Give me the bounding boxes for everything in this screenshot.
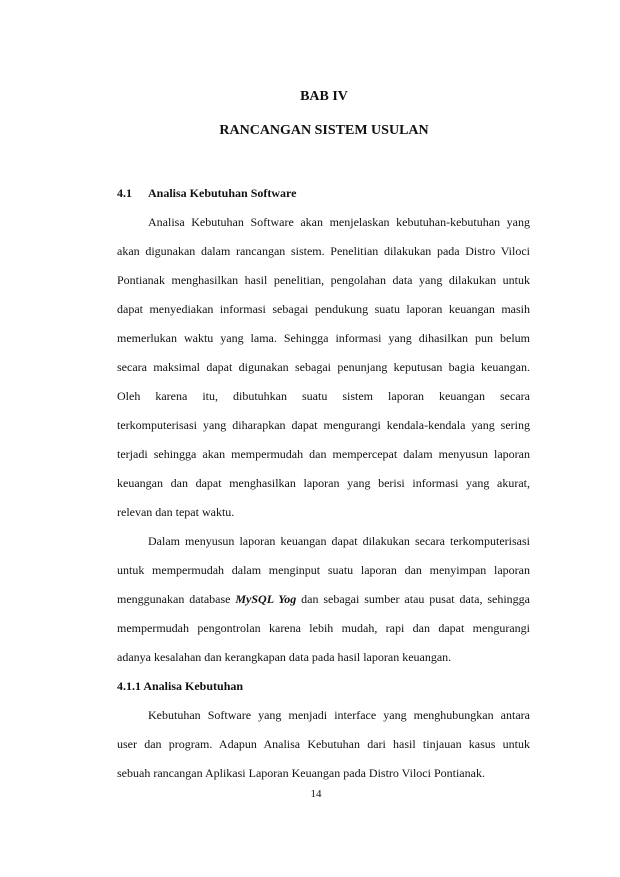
paragraph-line: user dan program. Adapun Analisa Kebutuhan dari hasil tinjauan kasus untuk [117,737,530,751]
paragraph-line: Oleh karena itu, dibutuhkan suatu sistem laporan keuangan secara [117,389,530,403]
paragraph-line: sebuah rancangan Aplikasi Laporan Keuangan pada Distro Viloci Pontianak. [117,766,485,780]
paragraph-line: secara maksimal dapat digunakan sebagai penunjang keputusan bagia keuangan. [117,360,530,374]
paragraph-line: terkomputerisasi yang diharapkan dapat mengurangi kendala-kendala yang sering [117,418,530,432]
paragraph-line: Dalam menyusun laporan keuangan dapat dilakukan secara terkomputerisasi [148,534,530,548]
chapter-number: BAB IV [300,89,348,104]
paragraph-line: keuangan dan dapat menghasilkan laporan yang berisi informasi yang akurat, [117,476,530,490]
page-number: 14 [310,788,322,800]
paragraph-line: untuk mempermudah dalam menginput suatu laporan dan menyimpan laporan [117,563,530,577]
paragraph-line: dapat menyediakan informasi sebagai pendukung suatu laporan keuangan masih [117,302,530,316]
paragraph-line [117,592,530,607]
paragraph-line: akan digunakan dalam rancangan sistem. Penelitian dilakukan pada Distro Viloci [117,244,530,258]
paragraph-line: adanya kesalahan dan kerangkapan data pada hasil laporan keuangan. [117,650,452,664]
paragraph-line: Analisa Kebutuhan Software akan menjelaskan kebutuhan-kebutuhan yang [148,215,530,229]
software-name: MySQL Yog [235,592,297,606]
section-number: 4.1 [117,186,132,200]
text-span: menggunakan database [117,592,236,606]
paragraph-line: Kebutuhan Software yang menjadi interface yang menghubungkan antara [148,708,530,722]
section-title: Analisa Kebutuhan Software [148,186,297,200]
text-span: dan sebagai sumber atau pusat data, sehingga [296,592,530,606]
subsection-title: 4.1.1 Analisa Kebutuhan [117,679,244,693]
paragraph-line: relevan dan tepat waktu. [117,505,235,519]
chapter-title: RANCANGAN SISTEM USULAN [219,123,429,138]
paragraph-line: mempermudah pengontrolan karena lebih mudah, rapi dan dapat mengurangi [117,621,530,635]
paragraph-line: terjadi sehingga akan mempermudah dan mempercepat dalam menyusun laporan [117,447,530,461]
paragraph-line: Pontianak menghasilkan hasil penelitian, pengolahan data yang dilakukan untuk [117,273,530,287]
paragraph-line: memerlukan waktu yang lama. Sehingga informasi yang dihasilkan pun belum [117,331,530,345]
